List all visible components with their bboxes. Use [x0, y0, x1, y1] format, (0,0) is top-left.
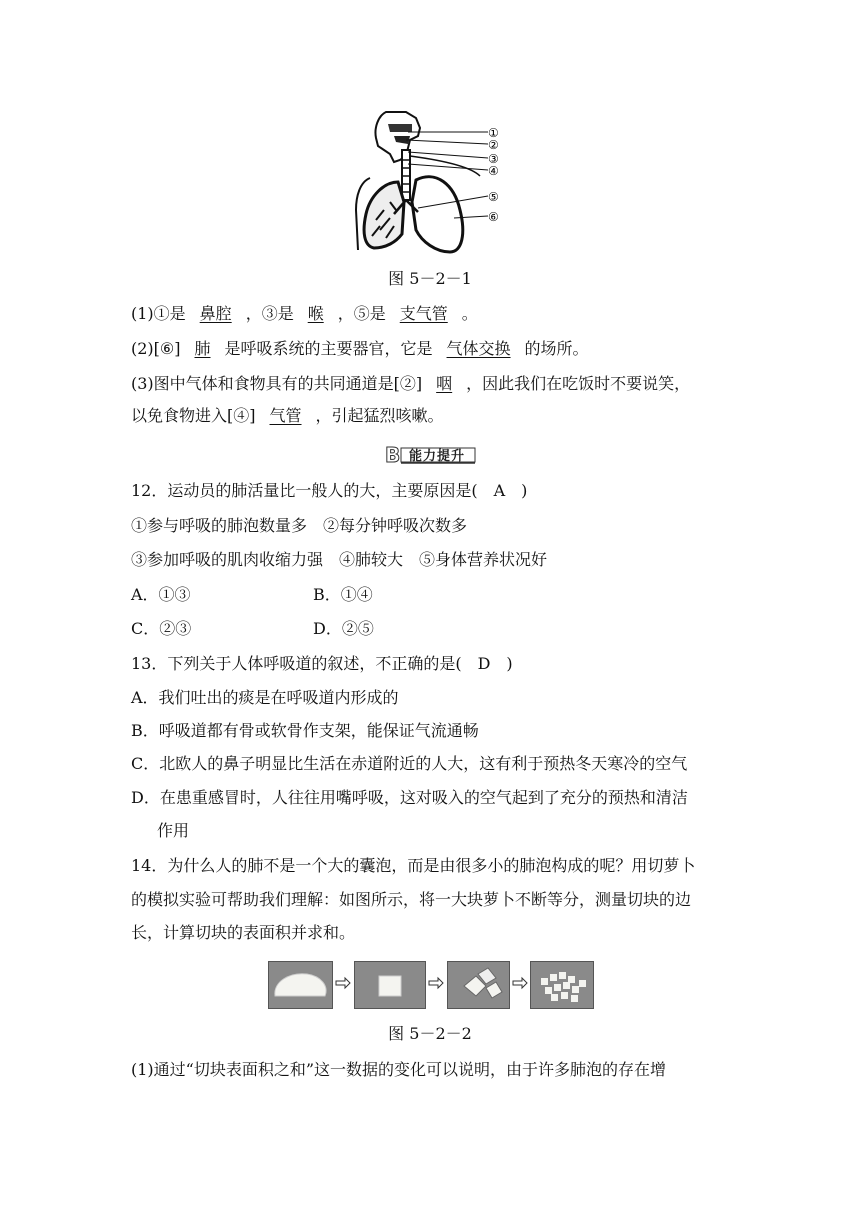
radish-photo-cubes — [530, 961, 594, 1009]
figure2-caption: 图 5－2－2 — [388, 1024, 472, 1043]
badge-label: 能力提升 — [409, 449, 466, 464]
arrow-right-icon — [428, 976, 444, 990]
marker-2: ② — [488, 138, 499, 152]
answer-blank: 肺 — [194, 339, 211, 358]
q12-choice-c: C．②③ — [131, 619, 192, 638]
answer-blank: 气体交换 — [446, 339, 511, 358]
q11-part1: (1)①是 鼻腔 ，③是 喉 ，⑤是 支气管 。 — [131, 302, 741, 326]
q11-part2: (2)[⑥] 肺 是呼吸系统的主要器官，它是 气体交换 的场所。 — [131, 337, 741, 361]
answer-blank: 气管 — [269, 406, 302, 425]
q14-part1: (1)通过“切块表面积之和”这一数据的变化可以说明，由于许多肺泡的存在增 — [131, 1060, 667, 1079]
answer-blank: 鼻腔 — [199, 304, 232, 323]
q13-choice-c: C．北欧人的鼻子明显比生活在赤道附近的人大，这有利于预热冬天寒冷的空气 — [131, 754, 688, 773]
q12-choice-d: D．②⑤ — [313, 619, 374, 638]
answer-blank: 喉 — [307, 304, 324, 323]
q14-stem-line2: 的模拟实验可帮助我们理解：如图所示，将一大块萝卜不断等分，测量切块的边 — [131, 890, 692, 909]
marker-4: ④ — [488, 164, 499, 178]
respiratory-system-diagram — [350, 110, 510, 255]
q12-choice-a: A．①③ — [131, 585, 191, 604]
q13-choice-a: A．我们吐出的痰是在呼吸道内形成的 — [131, 688, 399, 707]
lung-right — [412, 177, 463, 252]
lung-left — [364, 182, 404, 248]
figure1-caption: 图 5－2－1 — [388, 269, 472, 288]
section-badge — [383, 444, 477, 466]
q13-choice-d: D．在患重感冒时，人往往用嘴呼吸，这对吸入的空气起到了充分的预热和清洁 — [131, 788, 688, 807]
q14-stem-line1: 14．为什么人的肺不是一个大的囊泡，而是由很多小的肺泡构成的呢？用切萝卜 — [131, 856, 696, 875]
q13-choice-b: B．呼吸道都有骨或软骨作支架，能保证气流通畅 — [131, 721, 479, 740]
q13-choice-d-cont: 作用 — [157, 821, 190, 840]
q12-choice-b: B．①④ — [313, 585, 373, 604]
marker-5: ⑤ — [488, 190, 499, 204]
q11-part3: (3)图中气体和食物具有的共同通道是[②] 咽 ，因此我们在吃饭时不要说笑， — [131, 372, 741, 396]
marker-3: ③ — [488, 152, 499, 166]
radish-photo-quartered — [447, 961, 510, 1009]
radish-photo-whole — [268, 961, 333, 1009]
q12-stem: 12．运动员的肺活量比一般人的大，主要原因是( A ) — [131, 481, 528, 500]
answer-blank: 支气管 — [399, 304, 448, 323]
arrow-right-icon — [335, 976, 351, 990]
q12-options-line1: ①参与呼吸的肺泡数量多 ②每分钟呼吸次数多 — [131, 516, 468, 535]
answer-blank: 咽 — [436, 374, 453, 393]
radish-photo-block — [354, 961, 426, 1009]
badge-letter: B — [385, 444, 401, 466]
arrow-right-icon — [512, 976, 528, 990]
marker-1: ① — [488, 126, 499, 140]
q13-stem: 13．下列关于人体呼吸道的叙述，不正确的是( D ) — [131, 654, 513, 673]
marker-6: ⑥ — [488, 210, 499, 224]
q14-stem-line3: 长，计算切块的表面积并求和。 — [131, 923, 356, 942]
q12-options-line2: ③参加呼吸的肌肉收缩力强 ④肺较大 ⑤身体营养状况好 — [131, 550, 548, 569]
q11-part3-cont: 以免食物进入[④] 气管 ，引起猛烈咳嗽。 — [131, 404, 741, 428]
